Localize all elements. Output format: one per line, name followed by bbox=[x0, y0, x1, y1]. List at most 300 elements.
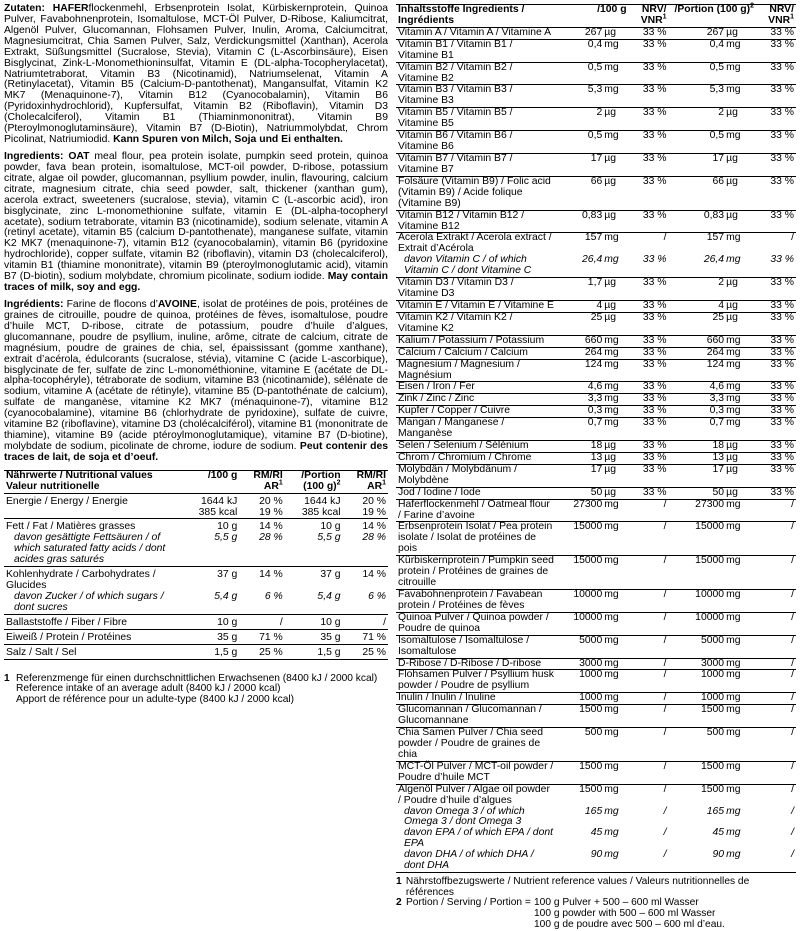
ingredient-value-portion: 0,5 bbox=[669, 131, 726, 154]
ingredient-value-per100: 4,6 bbox=[557, 382, 603, 394]
nutrition-row-name: Eiweiß / Protein / Protéines bbox=[4, 629, 184, 644]
ingredients-fr-warning: Peut contenir des traces de lait, de soja et d’oeuf. bbox=[4, 440, 389, 463]
ingredient-value-portion: 27300 bbox=[669, 499, 726, 522]
ingredients-footnote-2-num: 2 bbox=[396, 897, 402, 909]
ingredient-nrv-per100: 33 % bbox=[629, 418, 669, 441]
ingredient-value-per100: 0,83 bbox=[557, 210, 603, 233]
nutrition-header-portion-text: /Portion (100 g) bbox=[301, 469, 341, 492]
ingredients-header-nrv2 bbox=[756, 5, 796, 28]
ingredient-name: Acerola Extrakt / Acerola extract / Extrait d’Acérola bbox=[396, 233, 557, 255]
ingredient-value-per100: 3000 bbox=[557, 658, 603, 670]
ingredient-value-portion: 17 bbox=[669, 153, 726, 176]
right-column bbox=[396, 4, 796, 931]
nutrition-row-v1: 37 g bbox=[184, 567, 240, 592]
nutrition-row-protein bbox=[4, 629, 388, 644]
nutrition-row-v2: 37 g bbox=[285, 567, 343, 592]
ingredient-nrv-per100: / bbox=[629, 670, 669, 693]
ingredients-fr bbox=[4, 300, 388, 464]
ingredient-nrv-per100: / bbox=[629, 499, 669, 522]
ingredient-name: Quinoa Pulver / Quinoa powder / Poudre de quinoa bbox=[396, 612, 557, 635]
ingredient-nrv-portion: 33 % bbox=[756, 278, 796, 301]
ingredient-unit-portion: mg bbox=[725, 590, 756, 613]
ingredient-unit-per100: µg bbox=[603, 27, 628, 39]
ingredient-nrv-portion: 33 % bbox=[756, 487, 796, 499]
nutrition-row-v1: 5,4 g bbox=[214, 591, 238, 603]
ingredient-value-per100: 5000 bbox=[557, 635, 603, 658]
ingredient-name: Kalium / Potassium / Potassium bbox=[396, 335, 557, 347]
nutrition-row-v2: 35 g bbox=[285, 629, 343, 644]
ingredient-unit-portion: mg bbox=[725, 85, 756, 108]
ingredient-nrv-portion: / bbox=[756, 784, 796, 806]
ingredient-value-per100: 17 bbox=[557, 464, 603, 487]
ingredient-name: Flohsamen Pulver / Psyllium husk powder / Poudre de psyllium bbox=[396, 670, 557, 693]
nutrition-row-r1: / bbox=[239, 614, 284, 629]
ingredient-nrv-portion: 33 % bbox=[756, 131, 796, 154]
ingredient-unit-portion: mg bbox=[725, 728, 756, 762]
ingredient-nrv-per100: 33 % bbox=[629, 487, 669, 499]
ingredient-unit-per100: µg bbox=[603, 278, 628, 301]
ingredient-nrv-portion: / bbox=[756, 233, 796, 255]
ingredient-name: Vitamin D3 / Vitamin D3 / Vitamine D3 bbox=[396, 278, 557, 301]
ingredient-name: Vitamin B2 / Vitamin B2 / Vitamine B2 bbox=[396, 62, 557, 85]
ingredient-value-per100: 50 bbox=[557, 487, 603, 499]
ingredient-nrv-per100: 33 % bbox=[629, 335, 669, 347]
nutrition-row-v1: 10 g bbox=[184, 519, 240, 533]
ingredient-value-per100: 15000 bbox=[557, 556, 603, 590]
ingredient-nrv-per100: 33 % bbox=[629, 394, 669, 406]
ingredient-nrv-per100: / bbox=[629, 728, 669, 762]
ingredient-name: Glucomannan / Glucomannan / Glucomannane bbox=[396, 705, 557, 728]
ingredient-nrv-portion: / bbox=[791, 849, 794, 861]
ingredient-name: Erbsenprotein Isolat / Pea protein isolate / Isolat de protéines de pois bbox=[396, 522, 557, 556]
ingredients-fr-lead: AVOINE bbox=[157, 298, 197, 310]
ingredient-unit-per100: µg bbox=[603, 210, 628, 233]
ingredient-name: Kürbiskernprotein / Pumpkin seed protein / Protéines de graines de citrouille bbox=[396, 556, 557, 590]
ingredient-unit-per100: mg bbox=[603, 233, 628, 255]
ingredient-value-portion: 50 bbox=[669, 487, 726, 499]
ingredient-nrv-portion: 33 % bbox=[756, 312, 796, 335]
ingredient-unit-per100: µg bbox=[603, 312, 628, 335]
ingredient-unit-portion: mg bbox=[725, 62, 756, 85]
ingredient-unit-per100: mg bbox=[603, 131, 628, 154]
ingredient-row bbox=[396, 670, 796, 693]
ingredient-nrv-portion: 33 % bbox=[756, 406, 796, 418]
ingredient-nrv-per100: / bbox=[629, 761, 669, 784]
ingredient-unit-per100: mg bbox=[603, 670, 628, 693]
ingredient-nrv-portion: / bbox=[756, 499, 796, 522]
ingredient-value-per100: 15000 bbox=[557, 522, 603, 556]
ingredient-unit-per100: µg bbox=[603, 300, 628, 312]
ingredient-unit-per100: µg bbox=[603, 487, 628, 499]
nutrition-row-v1: 5,5 g bbox=[214, 532, 238, 544]
ingredient-value-portion: 1500 bbox=[669, 761, 726, 784]
left-column bbox=[4, 4, 388, 706]
ingredient-unit-per100: mg bbox=[603, 359, 628, 382]
ingredient-value-portion: 13 bbox=[669, 452, 726, 464]
ingredient-unit-per100: mg bbox=[603, 522, 628, 556]
ingredient-nrv-portion: / bbox=[756, 658, 796, 670]
ingredient-unit-per100: mg bbox=[603, 635, 628, 658]
ingredient-nrv-portion: / bbox=[756, 705, 796, 728]
ingredient-unit-portion: mg bbox=[725, 359, 756, 382]
ingredient-name: davon DHA / of which DHA / dont DHA bbox=[404, 849, 534, 872]
ingredients-table-body bbox=[396, 27, 796, 872]
nutrition-row-v1: 1,5 g bbox=[184, 644, 240, 659]
ingredients-de-label: Zutaten: bbox=[4, 3, 45, 14]
ingredients-footnote-2 bbox=[396, 898, 796, 930]
ingredient-unit-portion: mg bbox=[726, 254, 741, 266]
ingredient-name: Vitamin B1 / Vitamin B1 / Vitamine B1 bbox=[396, 39, 557, 62]
nutrition-row-name: davon gesättigte Fettsäuren / of which saturated fatty acids / dont acides gras saturés bbox=[14, 532, 166, 566]
ingredient-unit-per100: mg bbox=[604, 849, 619, 861]
ingredient-unit-portion: mg bbox=[725, 406, 756, 418]
ingredient-value-per100: 0,4 bbox=[557, 39, 603, 62]
nutrition-row-r2: / bbox=[343, 614, 388, 629]
ingredient-unit-portion: mg bbox=[725, 335, 756, 347]
nutrition-energy-kj-portion: 1644 kJ bbox=[304, 495, 341, 507]
nutrition-energy-r1b: 19 % bbox=[259, 506, 283, 518]
ingredient-unit-portion: µg bbox=[725, 300, 756, 312]
ingredient-nrv-portion: / bbox=[756, 693, 796, 705]
ingredient-name: Algenöl Pulver / Algae oil powder / Poudre d’huile d’algues bbox=[396, 784, 557, 806]
ingredient-row bbox=[396, 39, 796, 62]
ingredient-nrv-per100: 33 % bbox=[629, 131, 669, 154]
ingredients-de-lead: HAFER bbox=[52, 3, 89, 14]
ingredient-unit-per100: mg bbox=[603, 556, 628, 590]
ingredient-unit-portion: µg bbox=[725, 487, 756, 499]
ingredient-value-portion: 267 bbox=[669, 27, 726, 39]
ingredient-unit-portion: mg bbox=[725, 347, 756, 359]
ingredient-value-portion: 10000 bbox=[669, 612, 726, 635]
ingredient-name: Chia Samen Pulver / Chia seed powder / Poudre de graines de chia bbox=[396, 728, 557, 762]
ingredient-unit-portion: µg bbox=[725, 464, 756, 487]
nutrition-energy-r2b: 19 % bbox=[362, 506, 386, 518]
ingredient-unit-portion: mg bbox=[725, 233, 756, 255]
ingredient-name: Vitamin B7 / Vitamin B7 / Vitamine B7 bbox=[396, 153, 557, 176]
ingredient-nrv-per100: 33 % bbox=[629, 312, 669, 335]
ingredient-nrv-per100: 33 % bbox=[629, 300, 669, 312]
nutrition-row-name: Ballaststoffe / Fiber / Fibre bbox=[4, 614, 184, 629]
nutrition-energy-r1a: 20 % bbox=[259, 495, 283, 507]
nutrition-footnote-lines bbox=[16, 674, 377, 706]
ingredient-nrv-portion: 33 % bbox=[770, 254, 794, 266]
nutrition-header-rm2-text: RM/RI AR bbox=[356, 469, 386, 492]
ingredient-row bbox=[396, 85, 796, 108]
ingredient-row bbox=[396, 850, 796, 872]
ingredient-unit-portion: mg bbox=[725, 693, 756, 705]
ingredient-value-per100: 267 bbox=[557, 27, 603, 39]
nutrition-header-rm1-text: RM/RI AR bbox=[253, 469, 283, 492]
ingredient-value-per100: 1500 bbox=[557, 784, 603, 806]
ingredient-value-per100: 26,4 bbox=[582, 254, 603, 266]
ingredient-nrv-portion: 33 % bbox=[756, 464, 796, 487]
nutrition-row-r1: 71 % bbox=[239, 629, 284, 644]
ingredient-row bbox=[396, 522, 796, 556]
ingredient-nrv-portion: / bbox=[756, 556, 796, 590]
ingredient-row bbox=[396, 784, 796, 806]
ingredient-row bbox=[396, 828, 796, 850]
ingredient-name: Molybdän / Molybdänum / Molybdène bbox=[396, 464, 557, 487]
ingredient-nrv-per100: 33 % bbox=[629, 62, 669, 85]
ingredient-unit-per100: mg bbox=[603, 335, 628, 347]
nutrition-row-v2 bbox=[285, 493, 343, 519]
ingredient-nrv-portion: 33 % bbox=[756, 153, 796, 176]
ingredient-value-per100: 0,7 bbox=[557, 418, 603, 441]
ingredient-name: Mangan / Manganese / Manganèse bbox=[396, 418, 557, 441]
ingredient-name: Calcium / Calcium / Calcium bbox=[396, 347, 557, 359]
ingredient-value-portion: 0,3 bbox=[669, 406, 726, 418]
ingredient-value-portion: 0,4 bbox=[669, 39, 726, 62]
ingredient-nrv-portion: / bbox=[791, 805, 794, 817]
ingredient-unit-per100: mg bbox=[604, 805, 619, 817]
nutrition-energy-kcal-portion: 385 kcal bbox=[301, 506, 341, 518]
nutrition-row-r1: 6 % bbox=[264, 591, 283, 603]
nutrition-row-r2: 14 % bbox=[343, 567, 388, 592]
ingredient-value-portion: 1500 bbox=[669, 784, 726, 806]
nutrition-header-rm1-sup: 1 bbox=[278, 479, 283, 487]
ingredient-value-per100: 4 bbox=[557, 300, 603, 312]
ingredient-unit-per100: mg bbox=[603, 784, 628, 806]
nutrition-row-r1 bbox=[239, 493, 284, 519]
ingredient-unit-portion: µg bbox=[725, 210, 756, 233]
ingredient-value-per100: 2 bbox=[557, 108, 603, 131]
ingredient-unit-portion: mg bbox=[725, 522, 756, 556]
ingredient-unit-per100: mg bbox=[603, 62, 628, 85]
ingredients-de-warning: Kann Spuren von Milch, Soja und Ei enthalten. bbox=[113, 134, 343, 146]
ingredient-nrv-portion: / bbox=[756, 590, 796, 613]
ingredient-value-per100: 660 bbox=[557, 335, 603, 347]
ingredient-nrv-per100: 33 % bbox=[629, 27, 669, 39]
ingredient-nrv-per100: 33 % bbox=[642, 254, 667, 266]
ingredient-unit-portion: mg bbox=[725, 635, 756, 658]
ingredient-nrv-portion: 33 % bbox=[756, 359, 796, 382]
ingredient-nrv-per100: / bbox=[663, 849, 667, 861]
ingredient-value-per100: 17 bbox=[557, 153, 603, 176]
ingredient-value-per100: 264 bbox=[557, 347, 603, 359]
ingredient-row bbox=[396, 705, 796, 728]
ingredient-row bbox=[396, 487, 796, 499]
nutrition-row-v2: 5,4 g bbox=[317, 591, 341, 603]
ingredient-value-portion: 10000 bbox=[669, 590, 726, 613]
ingredient-nrv-portion: 33 % bbox=[756, 85, 796, 108]
ingredient-unit-per100: µg bbox=[603, 452, 628, 464]
ingredient-value-portion: 4 bbox=[669, 300, 726, 312]
ingredient-value-per100: 10000 bbox=[557, 590, 603, 613]
ingredient-value-portion: 90 bbox=[712, 849, 725, 861]
ingredient-unit-portion: mg bbox=[725, 658, 756, 670]
ingredients-footnote-2-label: Portion / Serving / Portion = bbox=[406, 897, 531, 909]
ingredients-header-nrv1 bbox=[629, 5, 669, 28]
ingredient-unit-portion: mg bbox=[726, 849, 741, 861]
ingredient-value-per100: 45 bbox=[590, 827, 603, 839]
nutrition-row-v2: 10 g bbox=[285, 519, 343, 533]
nutrition-header-name: Nährwerte / Nutritional values Valeur nutritionelle bbox=[4, 470, 184, 493]
nutrition-row-r2: 28 % bbox=[362, 532, 386, 544]
ingredient-name: Kupfer / Copper / Cuivre bbox=[396, 406, 557, 418]
ingredient-unit-portion: mg bbox=[725, 418, 756, 441]
ingredient-value-portion: 0,7 bbox=[669, 418, 726, 441]
ingredients-header-row bbox=[396, 5, 796, 28]
ingredient-nrv-per100: 33 % bbox=[629, 108, 669, 131]
ingredient-row bbox=[396, 807, 796, 829]
ingredient-nrv-portion: / bbox=[756, 612, 796, 635]
ingredients-en-label: Ingredients: bbox=[4, 150, 64, 162]
ingredient-nrv-portion: 33 % bbox=[756, 418, 796, 441]
ingredient-name: Vitamin E / Vitamin E / Vitamine E bbox=[396, 300, 557, 312]
ingredient-name: Vitamin B6 / Vitamin B6 / Vitamine B6 bbox=[396, 131, 557, 154]
ingredient-unit-portion: mg bbox=[725, 131, 756, 154]
ingredient-value-per100: 25 bbox=[557, 312, 603, 335]
nutrition-header-rm2 bbox=[343, 470, 388, 493]
ingredient-nrv-per100: 33 % bbox=[629, 464, 669, 487]
ingredient-value-portion: 17 bbox=[669, 464, 726, 487]
footnote-line-fr: Apport de référence pour un adulte-type (8400 kJ / 2000 kcal) bbox=[16, 694, 295, 706]
nutrition-row-v1 bbox=[184, 493, 240, 519]
ingredient-nrv-per100: / bbox=[629, 556, 669, 590]
ingredients-footnote-1-text: Nährstoffbezugswerte / Nutrient reference values / Valeurs nutritionnelles de références bbox=[405, 876, 750, 898]
footnote-line-de: Referenzmenge für einen durchschnittlichen Erwachsenen (8400 kJ / 2000 kcal) bbox=[16, 672, 378, 684]
ingredient-nrv-portion: 33 % bbox=[756, 441, 796, 453]
ingredient-nrv-portion: / bbox=[756, 728, 796, 762]
ingredient-name: MCT-Öl Pulver / MCT-oil powder / Poudre d’huile MCT bbox=[396, 761, 557, 784]
ingredient-nrv-portion: 33 % bbox=[756, 210, 796, 233]
ingredient-nrv-per100: 33 % bbox=[629, 382, 669, 394]
ingredient-row bbox=[396, 499, 796, 522]
footnote2-line-fr: 100 g de poudre avec 500 – 600 ml d’eau. bbox=[534, 918, 725, 930]
ingredient-row bbox=[396, 210, 796, 233]
ingredients-header-portion bbox=[669, 2, 756, 28]
ingredient-value-portion: 124 bbox=[669, 359, 726, 382]
ingredient-unit-per100: mg bbox=[604, 254, 619, 266]
ingredient-row bbox=[396, 382, 796, 394]
nutrition-row-v1: 10 g bbox=[184, 614, 240, 629]
ingredients-en-warning: May contain traces of milk, soy and egg. bbox=[4, 271, 388, 294]
ingredient-nrv-portion: 33 % bbox=[756, 62, 796, 85]
ingredient-value-per100: 1000 bbox=[557, 693, 603, 705]
nutrition-row-name: Salz / Salt / Sel bbox=[4, 644, 184, 659]
ingredient-nrv-per100: / bbox=[629, 233, 669, 255]
nutrition-row-r2: 6 % bbox=[368, 591, 386, 603]
nutrition-row-fat bbox=[4, 519, 388, 533]
ingredient-unit-per100: mg bbox=[603, 347, 628, 359]
ingredient-value-per100: 1500 bbox=[557, 761, 603, 784]
ingredients-table bbox=[396, 4, 796, 873]
ingredient-unit-portion: mg bbox=[725, 670, 756, 693]
ingredient-nrv-per100: / bbox=[629, 590, 669, 613]
ingredient-name: Folsäure (Vitamin B9) / Folic acid (Vitamin B9) / Acide folique (Vitamine B9) bbox=[396, 176, 557, 210]
ingredient-nrv-portion: 33 % bbox=[756, 394, 796, 406]
ingredient-unit-per100: µg bbox=[603, 153, 628, 176]
ingredient-nrv-per100: / bbox=[629, 612, 669, 635]
ingredient-nrv-portion: 33 % bbox=[756, 27, 796, 39]
nutrition-row-name: Fett / Fat / Matières grasses bbox=[4, 519, 184, 533]
ingredients-header-nrv2-text: NRV/ VNR bbox=[768, 4, 794, 26]
ingredient-nrv-per100: / bbox=[663, 805, 667, 817]
footnote2-line-de: 100 g Pulver + 500 – 600 ml Wasser bbox=[534, 897, 699, 909]
ingredient-unit-per100: mg bbox=[603, 85, 628, 108]
ingredient-name: Jod / Iodine / Iode bbox=[396, 487, 557, 499]
ingredient-value-per100: 0,5 bbox=[557, 62, 603, 85]
ingredient-nrv-portion: 33 % bbox=[756, 300, 796, 312]
ingredient-row bbox=[396, 176, 796, 210]
ingredients-footnote-2-lines bbox=[534, 898, 725, 930]
nutrition-row-v2: 10 g bbox=[285, 614, 343, 629]
ingredient-unit-portion: mg bbox=[725, 761, 756, 784]
ingredient-name: Eisen / Iron / Fer bbox=[396, 382, 557, 394]
ingredient-value-portion: 3,3 bbox=[669, 394, 726, 406]
ingredients-footnote-1 bbox=[396, 877, 796, 898]
ingredient-nrv-per100: / bbox=[629, 658, 669, 670]
ingredient-nrv-portion: / bbox=[756, 761, 796, 784]
ingredient-value-portion: 0,5 bbox=[669, 62, 726, 85]
nutrition-header-row bbox=[4, 470, 388, 493]
ingredient-value-per100: 27300 bbox=[557, 499, 603, 522]
ingredient-unit-per100: mg bbox=[603, 728, 628, 762]
ingredient-row bbox=[396, 27, 796, 39]
ingredient-name: D-Ribose / D-Ribose / D-ribose bbox=[396, 658, 557, 670]
ingredient-value-portion: 15000 bbox=[669, 522, 726, 556]
ingredient-value-portion: 1500 bbox=[669, 705, 726, 728]
ingredients-de-text: flockenmehl, Erbsenprotein Isolat, Kürbiskernprotein, Quinoa Pulver, Favabohnenprotein, Isomaltulose, MCT-Öl Pulver, D-Ribose, Kaliumcitrat, Algenöl Pulver, Glucomannan, Flohsamen Pulver, Inulin, Aroma, Calciumcitrat, Magnesiumcitrat, Chia Samen Pulver, Salz, Verdickungsmittel (Xanthan), Acerola Extrakt, Süßungsmittel (Sucralose, Stevia), Vitamin C (L-Ascorbinsäure), Eisen Bisglycinat, Zink-L-Monomethioninsulfat, Vitamin E (DL-alpha-Tocopherylacetat), Natriumtetraborat, Vitamin B3 (Nicotinamid), Natriumselenat, Vitamin A (Retinylacetat), Vitamin B5 (Calcium-D-pantothenat), Mangansulfat, Vitamin K2 MK7 (Menaquinone-7), Vitamin B12 (Cyanocobalamin), Vitamin B6 (Pyridoxinhydrochlorid), Kupfersulfat, Vitamin B2 (Riboflavin), Vitamin D3 (Cholecalciferol), Vitamin B1 (Thiaminmononitrat), Vitamin B9 (Pteroylmonoglutaminsäure), Vitamin B7 (D-Biotin), Natriummolybdat, Chrom Picolinat, Natriumiodid. bbox=[4, 3, 388, 146]
nutrition-row-name: Kohlenhydrate / Carbohydrates / Glucides bbox=[4, 567, 184, 592]
ingredient-nrv-per100: 33 % bbox=[629, 210, 669, 233]
ingredient-nrv-per100: / bbox=[629, 522, 669, 556]
ingredient-value-portion: 15000 bbox=[669, 556, 726, 590]
ingredient-nrv-per100: 33 % bbox=[629, 406, 669, 418]
ingredient-unit-per100: mg bbox=[603, 612, 628, 635]
ingredient-nrv-per100: 33 % bbox=[629, 359, 669, 382]
nutrition-footnote-num: 1 bbox=[4, 672, 10, 684]
ingredient-row bbox=[396, 335, 796, 347]
ingredient-nrv-portion: / bbox=[756, 635, 796, 658]
nutrition-row-carbs bbox=[4, 567, 388, 592]
ingredient-value-portion: 264 bbox=[669, 347, 726, 359]
ingredient-row bbox=[396, 359, 796, 382]
nutrition-table bbox=[4, 470, 388, 660]
nutrition-row-r2: 14 % bbox=[343, 519, 388, 533]
ingredient-row bbox=[396, 131, 796, 154]
ingredient-unit-portion: mg bbox=[725, 382, 756, 394]
ingredient-row bbox=[396, 312, 796, 335]
ingredient-nrv-portion: 33 % bbox=[756, 452, 796, 464]
ingredient-name: davon EPA / of which EPA / dont EPA bbox=[404, 827, 554, 850]
ingredient-row bbox=[396, 394, 796, 406]
ingredient-unit-portion: µg bbox=[725, 176, 756, 210]
ingredient-row bbox=[396, 418, 796, 441]
ingredients-header-nrv1-sup: 1 bbox=[662, 13, 667, 21]
ingredient-row bbox=[396, 255, 796, 277]
ingredient-unit-portion: mg bbox=[726, 827, 741, 839]
ingredient-nrv-portion: / bbox=[756, 522, 796, 556]
ingredient-nrv-per100: / bbox=[629, 635, 669, 658]
ingredient-value-per100: 66 bbox=[557, 176, 603, 210]
footnote-line-en: Reference intake of an average adult (8400 kJ / 2000 kcal) bbox=[16, 683, 281, 695]
nutrition-energy-kcal: 385 kcal bbox=[198, 506, 238, 518]
ingredient-row bbox=[396, 464, 796, 487]
ingredient-nrv-per100: / bbox=[663, 827, 667, 839]
ingredient-unit-portion: mg bbox=[725, 39, 756, 62]
ingredient-name: Vitamin B5 / Vitamin B5 / Vitamine B5 bbox=[396, 108, 557, 131]
nutrition-header-portion bbox=[285, 470, 343, 493]
ingredient-row bbox=[396, 761, 796, 784]
ingredient-unit-portion: µg bbox=[725, 452, 756, 464]
ingredient-unit-per100: µg bbox=[603, 176, 628, 210]
nutrition-footnote-row bbox=[4, 674, 388, 706]
nutrition-row-v2: 5,5 g bbox=[317, 532, 341, 544]
nutrition-footnote bbox=[4, 674, 388, 706]
ingredient-value-per100: 157 bbox=[557, 233, 603, 255]
nutrition-row-fiber bbox=[4, 614, 388, 629]
